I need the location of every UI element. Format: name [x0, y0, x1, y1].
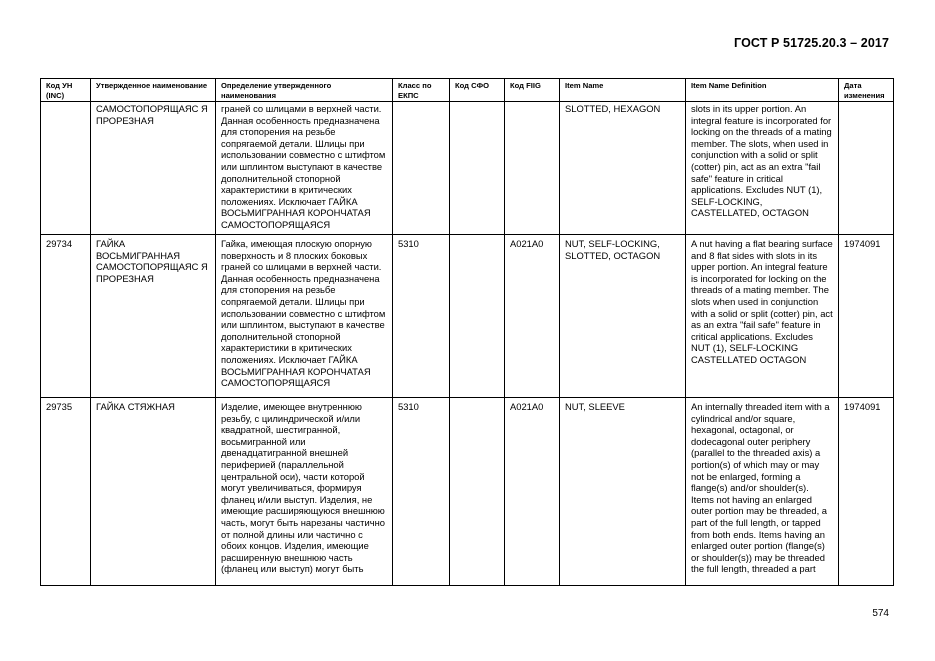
- cell-item-name: NUT, SLEEVE: [560, 398, 686, 586]
- col-header-inc: Код УН (INC): [41, 79, 91, 102]
- cell-fiig-code: [505, 102, 560, 235]
- cell-change-date: 1974091: [839, 398, 894, 586]
- cell-change-date: 1974091: [839, 235, 894, 398]
- cell-ekps-class: [393, 102, 450, 235]
- cell-item-name: NUT, SELF-LOCKING, SLOTTED, OCTAGON: [560, 235, 686, 398]
- cell-definition: граней со шлицами в верхней части. Данная особенность предназначена для стопорения на резьбе сопрягаемой детали. Шлицы при использовании совместно с штифтом или шплинтом выступают в качестве дополнительной стопорной характеристики в критических положениях. Исключает ГАЙКА ВОСЬМИГРАННАЯ КОРОНЧАТАЯ САМОСТОПОРЯЩАЯСЯ: [216, 102, 393, 235]
- table-header-row: [41, 79, 894, 102]
- cell-ekps-class: 5310: [393, 235, 450, 398]
- cell-inc: 29734: [41, 235, 91, 398]
- cell-inc: 29735: [41, 398, 91, 586]
- cell-approved-name: ГАЙКА ВОСЬМИГРАННАЯ САМОСТОПОРЯЩАЯС Я ПРОРЕЗНАЯ: [91, 235, 216, 398]
- cell-definition: Гайка, имеющая плоскую опорную поверхность и 8 плоских боковых граней со шлицами в верхней части. Данная особенность предназначена для стопорения на резьбе сопрягаемой детали. Шлицы при использовании совместно с штифтом или шплинтом, выступают в качестве дополнительной стопорной характеристики в критических положениях. Исключает ГАЙКА ВОСЬМИГРАННАЯ КОРОНЧАТАЯ САМОСТОПОРЯЩАЯСЯ: [216, 235, 393, 398]
- cell-fiig-code: A021A0: [505, 398, 560, 586]
- cell-approved-name: ГАЙКА СТЯЖНАЯ: [91, 398, 216, 586]
- col-header-fiig-code: Код FIIG: [505, 79, 560, 102]
- cell-item-name-definition: A nut having a flat bearing surface and 8 flat sides with slots in its upper portion. An integral feature is incorporated for locking on the threads of a mating member. The slots when used in conjunction with a solid or split (cotter) pin, act as an extra "fail safe" feature in critical applications. Excludes NUT (1), SELF-LOCKING CASTELLATED OCTAGON: [686, 235, 839, 398]
- col-header-item-name: Item Name: [560, 79, 686, 102]
- cell-approved-name: САМОСТОПОРЯЩАЯС Я ПРОРЕЗНАЯ: [91, 102, 216, 235]
- cell-item-name: SLOTTED, HEXAGON: [560, 102, 686, 235]
- cell-change-date: [839, 102, 894, 235]
- cell-sfo-code: [450, 235, 505, 398]
- col-header-change-date: Дата изменения: [839, 79, 894, 102]
- col-header-approved-name: Утвержденное наименование: [91, 79, 216, 102]
- cell-item-name-definition: slots in its upper portion. An integral feature is incorporated for locking on the threads of a mating member. The slots, when used in conjunction with a solid or split (cotter) pin, act as an extra "fail safe" feature in critical applications. Excludes NUT (1), SELF-LOCKING, CASTELLATED, OCTAGON: [686, 102, 839, 235]
- document-id: ГОСТ Р 51725.20.3 – 2017: [734, 36, 889, 50]
- nomenclature-table: [40, 78, 894, 586]
- cell-definition: Изделие, имеющее внутреннюю резьбу, с цилиндрической и/или квадратной, шестигранной, восьмигранной или двенадцатигранной внешней периферией (параллельной центральной оси), части которой могут увеличиваться, формируя фланец и/или выступ. Изделия, не имеющие расширяющуюся внешнюю часть, могут быть нарезаны частично от полной длины или частично с обоих концов. Изделия, имеющие расширенную внешнюю часть (фланец или выступ) могут быть: [216, 398, 393, 586]
- table-row: [41, 235, 894, 398]
- cell-inc: [41, 102, 91, 235]
- table-row: [41, 398, 894, 586]
- col-header-ekps-class: Класс по ЕКПС: [393, 79, 450, 102]
- cell-ekps-class: 5310: [393, 398, 450, 586]
- col-header-item-name-definition: Item Name Definition: [686, 79, 839, 102]
- col-header-definition: Определение утвержденного наименования: [216, 79, 393, 102]
- cell-sfo-code: [450, 102, 505, 235]
- col-header-sfo-code: Код СФО: [450, 79, 505, 102]
- cell-sfo-code: [450, 398, 505, 586]
- table-row: [41, 102, 894, 235]
- page-number: 574: [872, 608, 889, 619]
- cell-item-name-definition: An internally threaded item with a cylindrical and/or square, hexagonal, octagonal, or dodecagonal outer periphery (parallel to the threaded axis) a portion(s) of which may or may not be enlarged, forming a flange(s) and/or shoulder(s). Items not having an enlarged outer portion may be threaded, a part of the full length, or tapped from both ends. Items having an enlarged outer portion (flange(s) or shoulder(s)) may be threaded the full length, threaded a part: [686, 398, 839, 586]
- cell-fiig-code: A021A0: [505, 235, 560, 398]
